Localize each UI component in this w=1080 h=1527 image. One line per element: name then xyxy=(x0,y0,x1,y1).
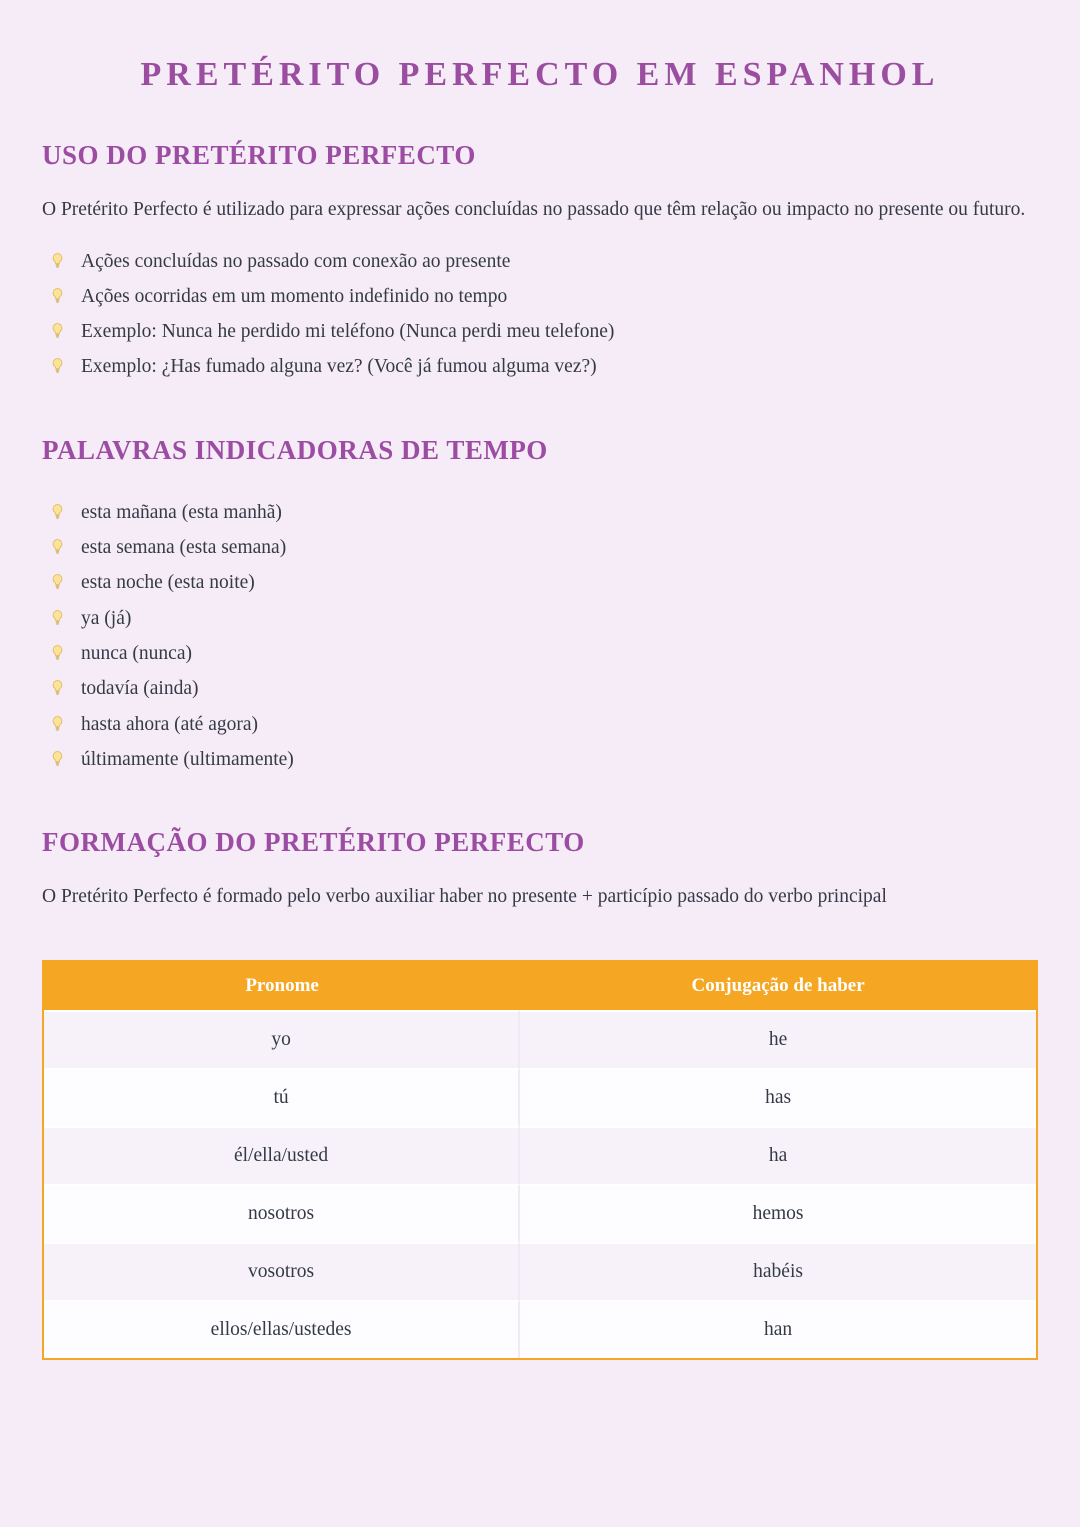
list-item xyxy=(44,500,1038,526)
lightbulb-icon xyxy=(50,644,65,662)
lightbulb-icon xyxy=(50,322,65,340)
lightbulb-icon xyxy=(50,679,65,697)
list-item-text: Exemplo: Nunca he perdido mi teléfono (Nunca perdi meu telefone) xyxy=(81,321,615,343)
lightbulb-icon xyxy=(50,252,65,270)
lightbulb-icon xyxy=(50,357,65,375)
lightbulb-icon xyxy=(50,538,65,556)
section-paragraph: O Pretérito Perfecto é formado pelo verbo auxiliar haber no presente + particípio passado do verbo principal xyxy=(42,886,887,908)
section-palavras-indicadoras xyxy=(42,435,1038,774)
lightbulb-icon xyxy=(50,287,65,305)
page-title: PRETÉRITO PERFECTO EM ESPANHOL xyxy=(140,56,940,93)
bullet-list-uso xyxy=(44,249,1038,381)
list-item-text: Exemplo: ¿Has fumado alguna vez? (Você já fumou alguma vez?) xyxy=(81,356,597,378)
table-cell-conjugation: ha xyxy=(520,1126,1036,1184)
list-item-text: esta mañana (esta manhã) xyxy=(81,501,282,523)
conjugation-table xyxy=(42,960,1038,1360)
table-row xyxy=(44,1300,1036,1358)
table-row xyxy=(44,1242,1036,1300)
list-item xyxy=(44,284,1038,310)
table-cell-conjugation: han xyxy=(520,1300,1036,1358)
lightbulb-icon xyxy=(50,573,65,591)
list-item-text: esta noche (esta noite) xyxy=(81,572,255,594)
table-header-conjugacao: Conjugação de haber xyxy=(520,962,1036,1010)
section-formacao xyxy=(42,827,1038,914)
list-item xyxy=(44,712,1038,738)
table-cell-pronoun: tú xyxy=(44,1068,520,1126)
table-header-pronome: Pronome xyxy=(44,962,520,1010)
section-uso-do-preterito xyxy=(42,140,1038,381)
table-row xyxy=(44,1184,1036,1242)
lightbulb-icon xyxy=(50,503,65,521)
list-item xyxy=(44,606,1038,632)
table-row xyxy=(44,1010,1036,1068)
list-item xyxy=(44,570,1038,596)
list-item xyxy=(44,249,1038,275)
lightbulb-icon xyxy=(50,715,65,733)
section-heading-uso: USO DO PRETÉRITO PERFECTO xyxy=(42,140,476,170)
list-item-text: Ações concluídas no passado com conexão ao presente xyxy=(81,250,511,272)
table-cell-pronoun: vosotros xyxy=(44,1242,520,1300)
list-item-text: Ações ocorridas em um momento indefinido no tempo xyxy=(81,285,508,307)
section-heading-formacao: FORMAÇÃO DO PRETÉRITO PERFECTO xyxy=(42,827,585,858)
list-item xyxy=(44,319,1038,345)
list-item-text: últimamente (ultimamente) xyxy=(81,748,294,770)
section-paragraph: O Pretérito Perfecto é utilizado para expressar ações concluídas no passado que têm relação ou impacto no presente ou futuro. xyxy=(42,199,1026,220)
table-cell-conjugation: hemos xyxy=(520,1184,1036,1242)
table-row xyxy=(44,1068,1036,1126)
list-item-text: hasta ahora (até agora) xyxy=(81,713,259,735)
lightbulb-icon xyxy=(50,750,65,768)
table-cell-pronoun: yo xyxy=(44,1010,520,1068)
list-item xyxy=(44,676,1038,702)
table-cell-conjugation: habéis xyxy=(520,1242,1036,1300)
list-item xyxy=(44,354,1038,380)
list-item xyxy=(44,535,1038,561)
table-row xyxy=(44,1126,1036,1184)
table-header-row xyxy=(44,962,1036,1010)
bullet-list-palavras xyxy=(44,500,1038,774)
list-item-text: esta semana (esta semana) xyxy=(81,537,287,559)
list-item-text: nunca (nunca) xyxy=(81,643,192,665)
list-item-text: todavía (ainda) xyxy=(81,678,199,700)
table-cell-conjugation: has xyxy=(520,1068,1036,1126)
list-item xyxy=(44,641,1038,667)
table-cell-pronoun: nosotros xyxy=(44,1184,520,1242)
list-item xyxy=(44,747,1038,773)
list-item-text: ya (já) xyxy=(81,607,132,629)
table-cell-pronoun: él/ella/usted xyxy=(44,1126,520,1184)
table-cell-conjugation: he xyxy=(520,1010,1036,1068)
section-heading-palavras: PALAVRAS INDICADORAS DE TEMPO xyxy=(42,434,548,465)
lightbulb-icon xyxy=(50,609,65,627)
table-cell-pronoun: ellos/ellas/ustedes xyxy=(44,1300,520,1358)
